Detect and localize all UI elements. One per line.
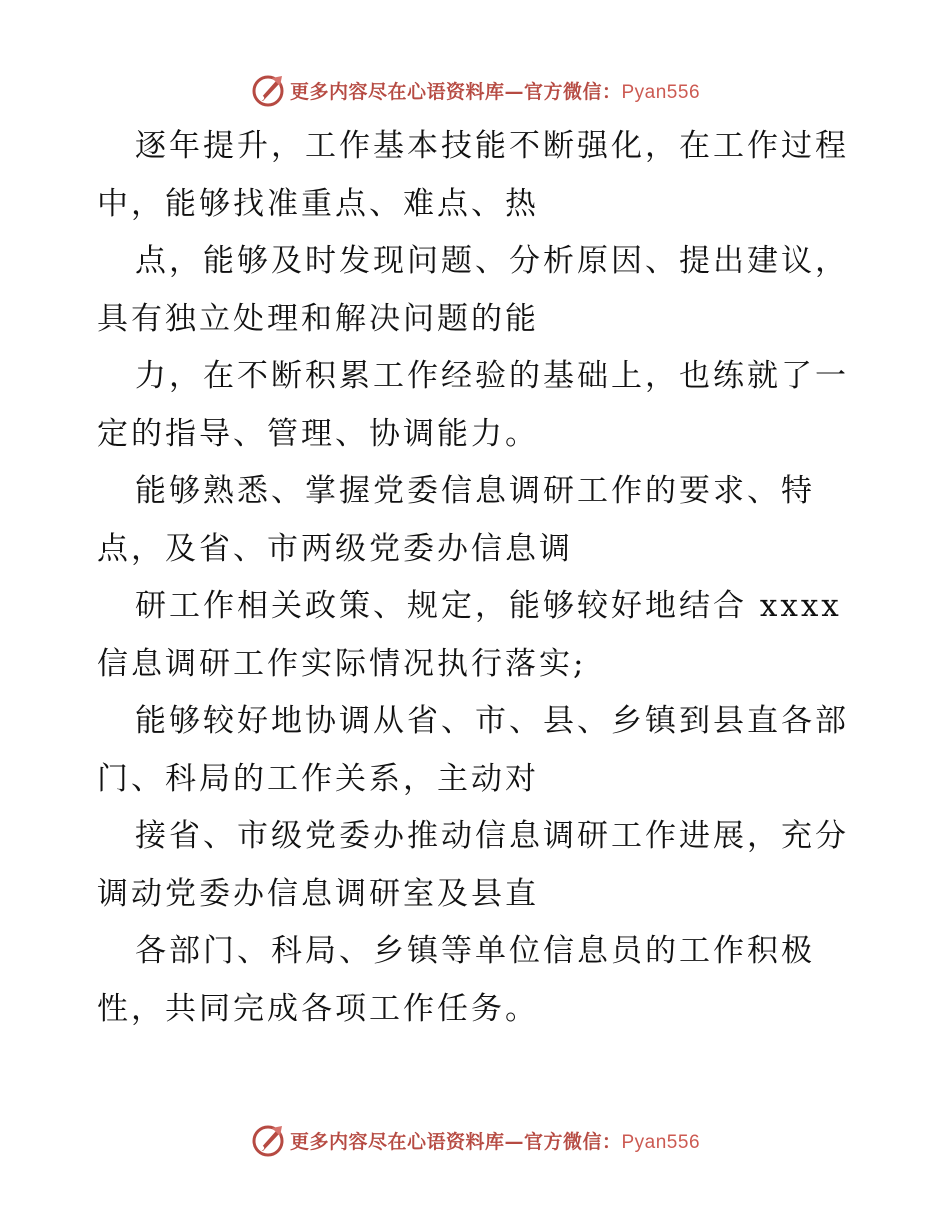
header-banner-wechat-id: Pyan556 <box>621 81 701 103</box>
header-banner-label: 更多内容尽在心语资料库—官方微信： <box>289 80 622 103</box>
paragraph-5-line-1: 研工作相关政策、规定，能够较好地结合 xxxx <box>135 588 842 624</box>
paragraph-1 <box>97 118 857 233</box>
paragraph-5 <box>97 578 857 693</box>
paragraph-4 <box>97 463 857 578</box>
paragraph-4-line-1: 能够熟悉、掌握党委信息调研工作的要求、特 <box>135 473 815 509</box>
header-banner-text <box>290 77 700 104</box>
quill-logo-icon <box>250 72 286 108</box>
paragraph-5-line-2: 信息调研工作实际情况执行落实; <box>97 645 587 682</box>
paragraph-8-line-1: 各部门、科局、乡镇等单位信息员的工作积极 <box>135 933 815 969</box>
footer-banner-label: 更多内容尽在心语资料库—官方微信： <box>289 1130 622 1153</box>
paragraph-7-line-1: 接省、市级党委办推动信息调研工作进展，充分 <box>135 818 849 854</box>
paragraph-7-line-2: 调动党委办信息调研室及县直 <box>97 875 539 912</box>
paragraph-3-line-2: 定的指导、管理、协调能力。 <box>97 415 539 452</box>
paragraph-4-line-2: 点，及省、市两级党委办信息调 <box>97 530 573 567</box>
quill-logo-icon <box>250 1122 286 1158</box>
paragraph-2-line-1: 点，能够及时发现问题、分析原因、提出建议， <box>135 243 849 279</box>
footer-watermark-banner <box>0 1120 950 1160</box>
paragraph-1-line-2: 中，能够找准重点、难点、热 <box>97 185 539 222</box>
paragraph-3-line-1: 力，在不断积累工作经验的基础上，也练就了一 <box>135 358 849 394</box>
paragraph-3 <box>97 348 857 463</box>
paragraph-8 <box>97 923 857 1038</box>
paragraph-6 <box>97 693 857 808</box>
paragraph-6-line-2: 门、科局的工作关系，主动对 <box>97 760 539 797</box>
footer-banner-wechat-id: Pyan556 <box>621 1131 701 1153</box>
document-body <box>97 118 857 1038</box>
paragraph-2 <box>97 233 857 348</box>
paragraph-7 <box>97 808 857 923</box>
header-watermark-banner <box>0 70 950 110</box>
paragraph-8-line-2: 性，共同完成各项工作任务。 <box>97 990 539 1027</box>
footer-banner-text <box>290 1127 700 1154</box>
paragraph-1-line-1: 逐年提升，工作基本技能不断强化，在工作过程 <box>135 128 849 164</box>
paragraph-2-line-2: 具有独立处理和解决问题的能 <box>97 300 539 337</box>
paragraph-6-line-1: 能够较好地协调从省、市、县、乡镇到县直各部 <box>135 703 849 739</box>
